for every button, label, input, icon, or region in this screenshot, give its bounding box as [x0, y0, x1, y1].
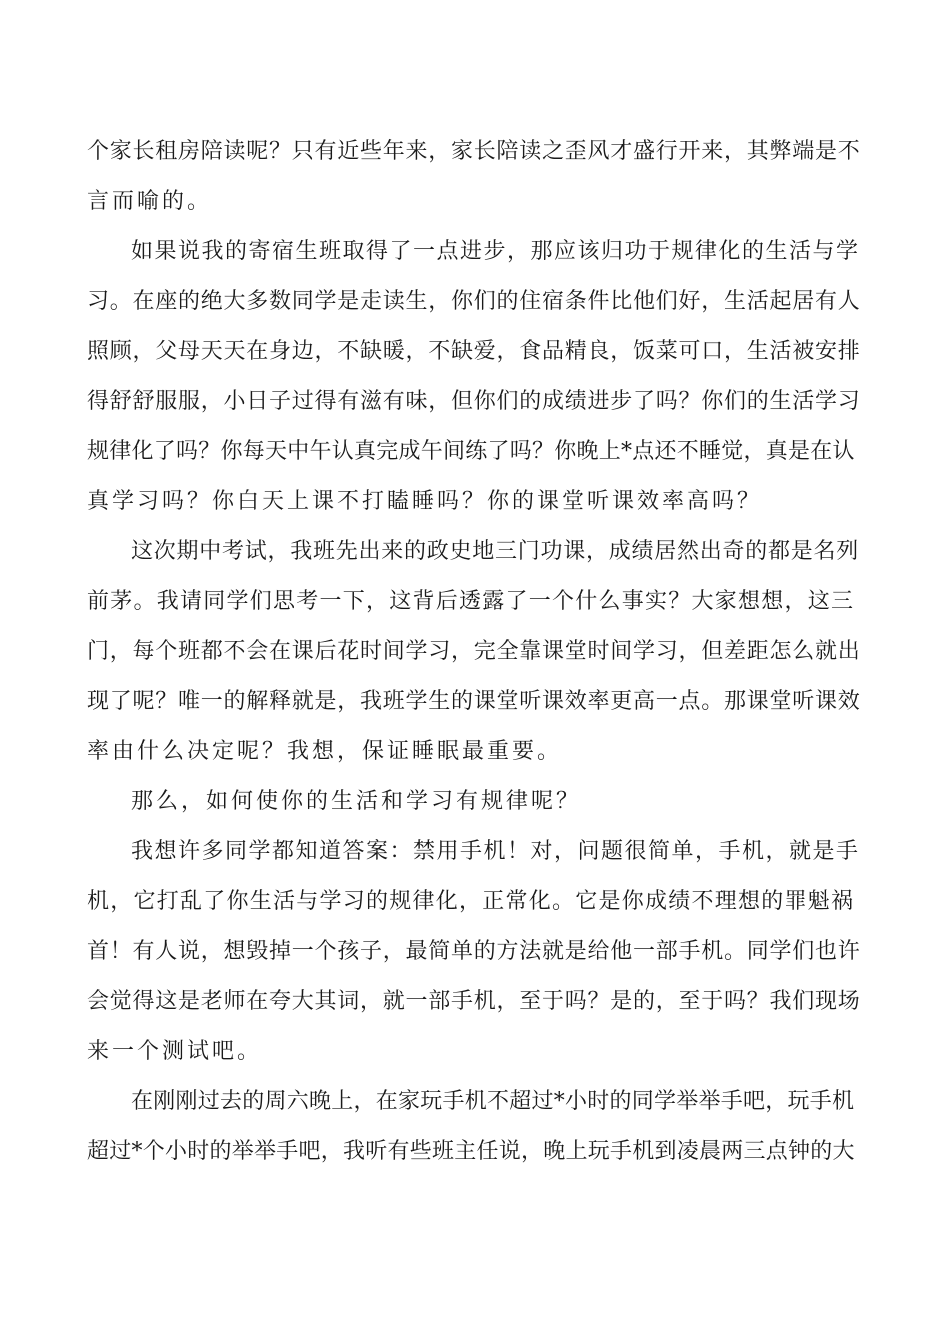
text-line: 照顾，父母天天在身边，不缺暖，不缺爱，食品精良，饭菜可口，生活被安排 — [87, 339, 861, 364]
paragraph-start-line: 那么，如何使你的生活和学习有规律呢？ — [131, 789, 582, 814]
text-line: 门，每个班都不会在课后花时间学习，完全靠课堂时间学习，但差距怎么就出 — [87, 639, 861, 664]
text-line: 言而喻的。 — [87, 189, 213, 214]
text-line: 机，它打乱了你生活与学习的规律化，正常化。它是你成绩不理想的罪魁祸 — [87, 889, 855, 914]
text-line: 来一个测试吧。 — [87, 1039, 263, 1064]
text-line: 首！有人说，想毁掉一个孩子，最简单的方法就是给他一部手机。同学们也许 — [87, 939, 861, 964]
text-line: 真学习吗？你白天上课不打瞌睡吗？你的课堂听课效率高吗？ — [87, 489, 763, 514]
paragraph-start-line: 这次期中考试，我班先出来的政史地三门功课，成绩居然出奇的都是名列 — [131, 539, 860, 564]
text-line: 现了呢？唯一的解释就是，我班学生的课堂听课效率更高一点。那课堂听课效 — [87, 689, 861, 714]
text-line: 会觉得这是老师在夸大其词，就一部手机，至于吗？是的，至于吗？我们现场 — [87, 989, 861, 1014]
text-line: 率由什么决定呢？我想，保证睡眠最重要。 — [87, 739, 563, 764]
paragraph-start-line: 如果说我的寄宿生班取得了一点进步，那应该归功于规律化的生活与学 — [131, 239, 860, 264]
text-line: 规律化了吗？你每天中午认真完成午间练了吗？你晚上*点还不睡觉，真是在认 — [87, 439, 855, 464]
paragraph-start-line: 在刚刚过去的周六晚上，在家玩手机不超过*小时的同学举举手吧，玩手机 — [131, 1089, 855, 1114]
paragraph-start-line: 我想许多同学都知道答案：禁用手机！对，问题很简单，手机，就是手 — [131, 839, 860, 864]
text-line: 前茅。我请同学们思考一下，这背后透露了一个什么事实？大家想想，这三 — [87, 589, 855, 614]
text-line: 习。在座的绝大多数同学是走读生，你们的住宿条件比他们好，生活起居有人 — [87, 289, 861, 314]
text-line: 超过*个小时的举举手吧，我听有些班主任说，晚上玩手机到凌晨两三点钟的大 — [87, 1139, 855, 1164]
text-line: 得舒舒服服，小日子过得有滋有味，但你们的成绩进步了吗？你们的生活学习 — [87, 389, 861, 414]
text-line: 个家长租房陪读呢？只有近些年来，家长陪读之歪风才盛行开来，其弊端是不 — [87, 139, 861, 164]
